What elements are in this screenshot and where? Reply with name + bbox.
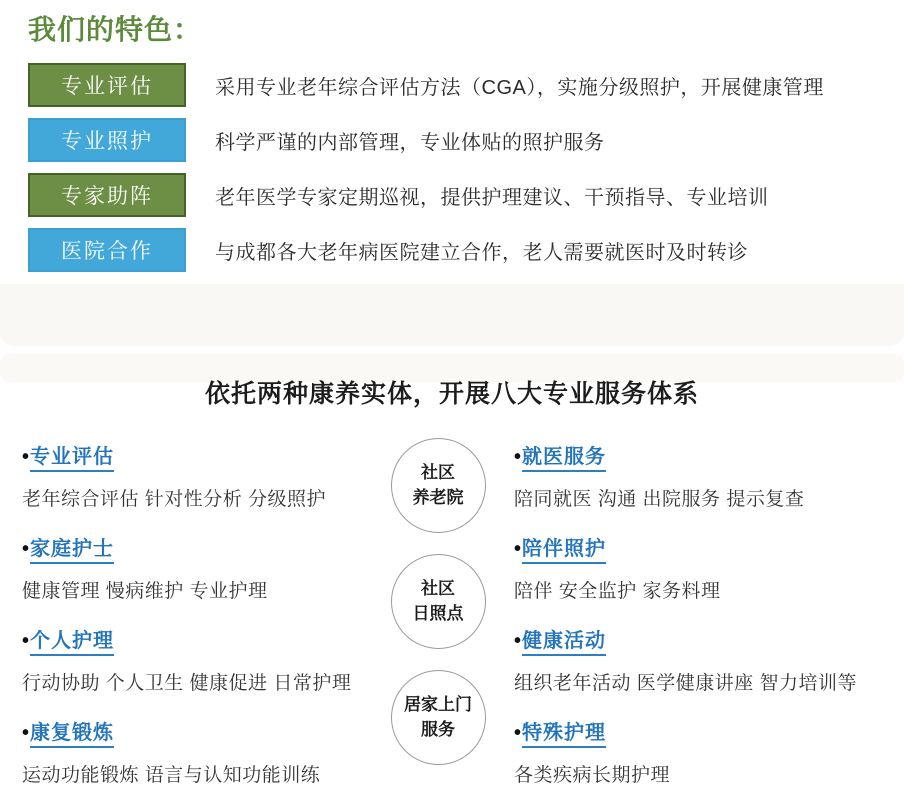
circle-label-line: 养老院 (412, 487, 464, 507)
feature-desc: 与成都各大老年病医院建立合作，老人需要就医时及时转诊 (215, 241, 748, 264)
service-header (22, 624, 380, 656)
bullet-icon: • (514, 538, 522, 560)
bullet-icon: • (22, 538, 30, 560)
service-desc: 老年综合评估 针对性分析 分级照护 (22, 489, 327, 510)
service-desc: 组织老年活动 医学健康讲座 智力培训等 (514, 673, 858, 694)
feature-badge-assessment: 专业评估 (28, 63, 186, 107)
circle-label-line: 居家上门 (404, 694, 472, 714)
feature-row (28, 228, 904, 272)
service-item (514, 532, 882, 603)
service-desc: 各类疾病长期护理 (514, 765, 671, 786)
feature-row (28, 173, 904, 217)
service-link-rehab[interactable]: 康复锻炼 (30, 716, 114, 748)
service-header (22, 440, 380, 472)
circle-label-line: 日照点 (412, 603, 464, 623)
service-item (22, 532, 380, 603)
bullet-icon: • (22, 722, 30, 744)
service-header (22, 532, 380, 564)
service-header (514, 440, 882, 472)
service-header (514, 624, 882, 656)
service-item (22, 716, 380, 787)
services-title: 依托两种康养实体，开展八大专业服务体系 (204, 380, 699, 408)
feature-desc: 老年医学专家定期巡视，提供护理建议、干预指导、专业培训 (215, 186, 769, 209)
circle-label-line: 社区 (421, 578, 455, 598)
bullet-icon: • (22, 630, 30, 652)
feature-badge-experts: 专家助阵 (28, 173, 186, 217)
service-header (514, 716, 882, 748)
service-item (22, 440, 380, 511)
service-item (514, 440, 882, 511)
bullet-icon: • (22, 446, 30, 468)
service-desc: 运动功能锻炼 语言与认知功能训练 (22, 765, 321, 786)
entity-circle-home-visit (391, 670, 486, 765)
services-column-right (496, 434, 882, 808)
decorative-band (0, 284, 904, 346)
service-link-health-activities[interactable]: 健康活动 (522, 624, 606, 656)
bullet-icon: • (514, 630, 522, 652)
service-link-personal-care[interactable]: 个人护理 (30, 624, 114, 656)
service-desc: 陪伴 安全监护 家务料理 (514, 581, 721, 602)
entity-circles-column (380, 434, 496, 808)
services-section (0, 374, 904, 808)
service-link-medical-escort[interactable]: 就医服务 (522, 440, 606, 472)
service-desc: 健康管理 慢病维护 专业护理 (22, 581, 268, 602)
entity-circle-nursing-home (391, 438, 486, 533)
service-link-special-care[interactable]: 特殊护理 (522, 716, 606, 748)
entity-circle-daycare (391, 554, 486, 649)
service-header (514, 532, 882, 564)
feature-desc: 采用专业老年综合评估方法（CGA），实施分级照护，开展健康管理 (215, 76, 824, 99)
feature-row (28, 118, 904, 162)
feature-row (28, 63, 904, 107)
feature-badge-care: 专业照护 (28, 118, 186, 162)
services-column-left (22, 434, 380, 808)
service-link-companion-care[interactable]: 陪伴照护 (522, 532, 606, 564)
bullet-icon: • (514, 722, 522, 744)
service-item (514, 624, 882, 695)
bullet-icon: • (514, 446, 522, 468)
service-item (22, 624, 380, 695)
features-section (0, 0, 904, 272)
circle-label-line: 社区 (421, 462, 455, 482)
service-desc: 行动协助 个人卫生 健康促进 日常护理 (22, 673, 352, 694)
service-link-assessment[interactable]: 专业评估 (30, 440, 114, 472)
feature-badge-hospital: 医院合作 (28, 228, 186, 272)
circle-label-line: 服务 (421, 719, 455, 739)
service-desc: 陪同就医 沟通 出院服务 提示复查 (514, 489, 805, 510)
service-link-home-nurse[interactable]: 家庭护士 (30, 532, 114, 564)
service-item (514, 716, 882, 787)
services-grid (0, 434, 904, 808)
service-header (22, 716, 380, 748)
feature-desc: 科学严谨的内部管理，专业体贴的照护服务 (215, 131, 605, 154)
features-title: 我们的特色： (28, 14, 203, 45)
